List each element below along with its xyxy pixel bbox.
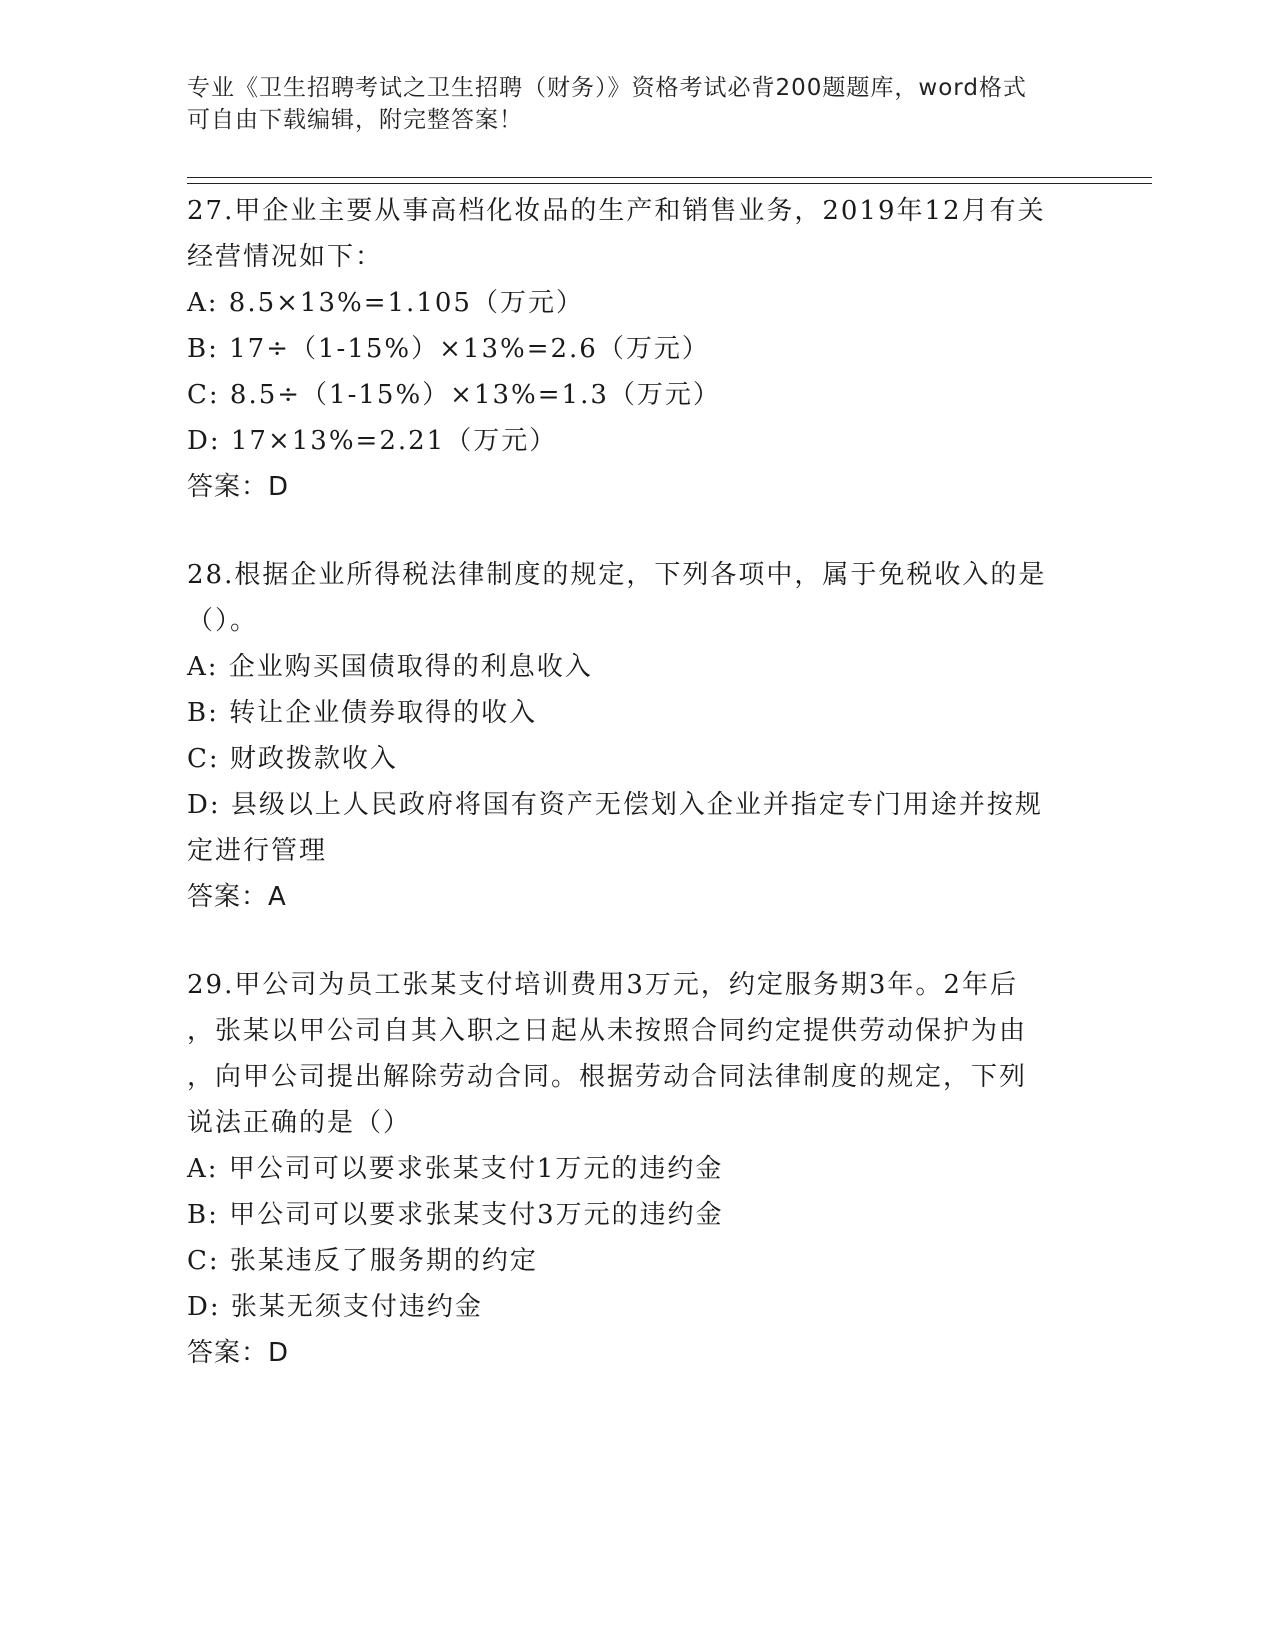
document-header — [187, 72, 1067, 136]
header-divider-top — [187, 177, 1152, 178]
question-stem-line: 28.根据企业所得税法律制度的规定，下列各项中，属于免税收入的是 — [187, 560, 1047, 590]
option-d: D: 17×13%=2.21（万元） — [187, 426, 558, 456]
answer-line: 答案：D — [187, 472, 290, 502]
option-d: D: 县级以上人民政府将国有资产无偿划入企业并指定专门用途并按规 — [187, 790, 1043, 820]
question-stem-line: 27.甲企业主要从事高档化妆品的生产和销售业务，2019年12月有关 — [187, 196, 1046, 226]
question-stem-line: ，向甲公司提出解除劳动合同。根据劳动合同法律制度的规定，下列 — [187, 1062, 1028, 1092]
answer-line: 答案：D — [187, 1338, 290, 1368]
question-spacer — [187, 920, 1087, 962]
question-list — [187, 188, 1087, 1376]
question-stem-line: 29.甲公司为员工张某支付培训费用3万元，约定服务期3年。2年后 — [187, 970, 1018, 1000]
question-stem-line: （）。 — [187, 606, 259, 636]
option-b: B: 转让企业债券取得的收入 — [187, 698, 538, 728]
option-c: C: 财政拨款收入 — [187, 744, 398, 774]
option-b: B: 甲公司可以要求张某支付3万元的违约金 — [187, 1200, 724, 1230]
question-stem-line: ，张某以甲公司自其入职之日起从未按照合同约定提供劳动保护为由 — [187, 1016, 1028, 1046]
header-divider-bottom — [187, 183, 1152, 184]
question-spacer — [187, 510, 1087, 552]
question-29 — [187, 962, 1087, 1376]
option-c: C: 8.5÷（1-15%）×13%=1.3（万元） — [187, 380, 721, 410]
question-stem-line: 说法正确的是（） — [187, 1108, 412, 1138]
option-b: B: 17÷（1-15%）×13%=2.6（万元） — [187, 334, 710, 364]
answer-line: 答案：A — [187, 882, 287, 912]
option-d-continued: 定进行管理 — [187, 836, 328, 866]
question-stem-line: 经营情况如下： — [187, 242, 384, 272]
option-a: A: 甲公司可以要求张某支付1万元的违约金 — [187, 1154, 724, 1184]
option-a: A: 8.5×13%=1.105（万元） — [187, 288, 584, 318]
question-27 — [187, 188, 1087, 510]
header-line-1: 专业《卫生招聘考试之卫生招聘（财务）》资格考试必背200题题库，word格式 — [187, 75, 1027, 101]
option-c: C: 张某违反了服务期的约定 — [187, 1246, 538, 1276]
question-28 — [187, 552, 1087, 920]
option-d: D: 张某无须支付违约金 — [187, 1292, 483, 1322]
header-line-2: 可自由下载编辑，附完整答案！ — [187, 107, 523, 133]
option-a: A: 企业购买国债取得的利息收入 — [187, 652, 593, 682]
